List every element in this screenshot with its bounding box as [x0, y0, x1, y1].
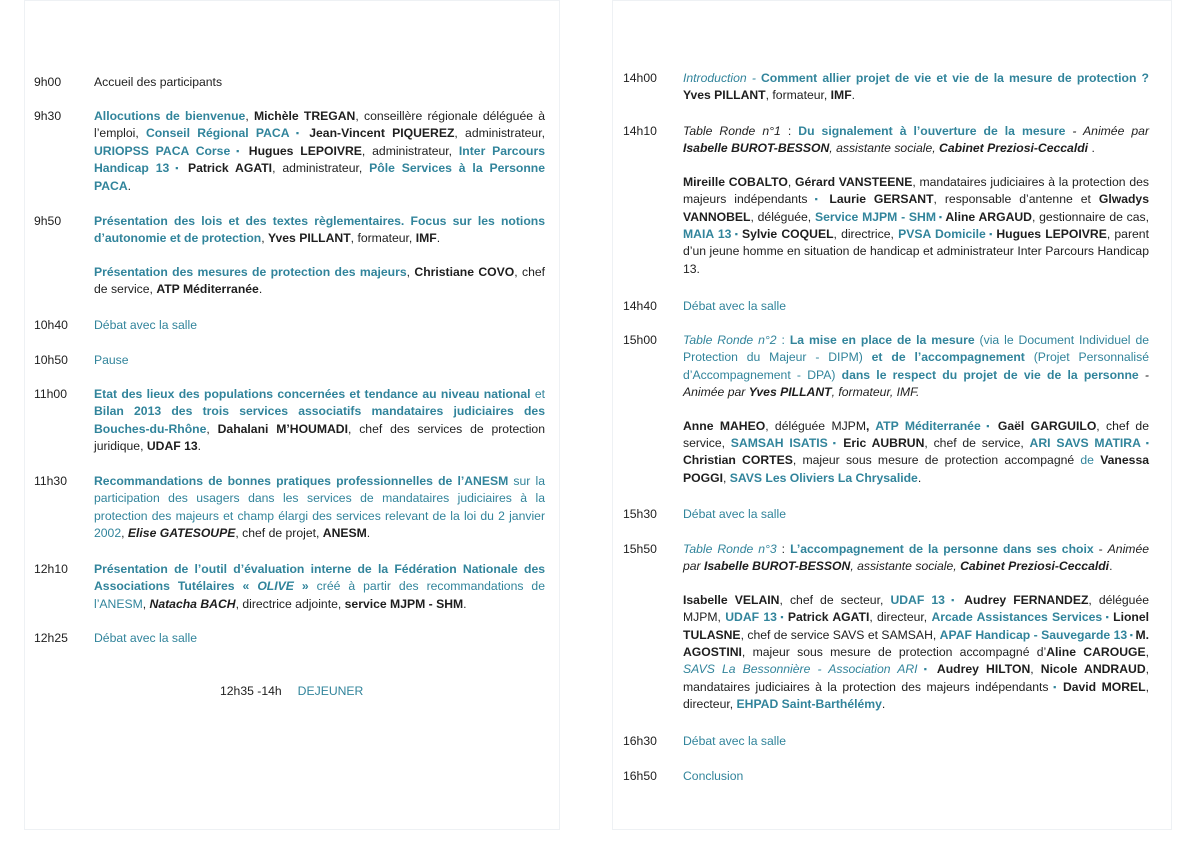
text-run: , déléguée MJPM,: [683, 592, 1150, 625]
text-run: Natacha BACH: [149, 596, 236, 611]
text-run: de: [1080, 453, 1094, 468]
text-run: , chef de service SAVS et SAMSAH,: [740, 627, 940, 642]
text-run: SAVS La Bessonnière - Association ARI: [683, 662, 918, 677]
text-run: , administrateur,: [454, 126, 545, 141]
text-run: , directrice adjointe,: [235, 596, 345, 611]
separator-square-icon: ▪: [289, 128, 310, 139]
entry-description: [94, 352, 545, 369]
entry-description: [683, 298, 1149, 315]
text-run: .: [127, 178, 132, 193]
text-run: APAF Handicap - Sauvegarde 13: [939, 627, 1128, 642]
text-run: ,: [121, 526, 128, 541]
entry-paragraph: [683, 174, 1149, 278]
text-run: Table Ronde n°1: [683, 124, 781, 138]
text-run: SAMSAH ISATIS: [730, 436, 828, 451]
text-run: , assistante sociale,: [829, 141, 940, 156]
separator-square-icon: ▪: [1102, 612, 1114, 623]
text-run: Accueil des participants: [94, 75, 223, 89]
text-run: , directeur,: [683, 679, 1149, 712]
text-run: Yves PILLANT: [748, 385, 832, 400]
text-run: ATP Méditerranée: [875, 418, 981, 433]
lunch-break: [220, 683, 363, 700]
text-run: Débat avec la salle: [94, 318, 197, 332]
text-run: , directrice,: [833, 227, 899, 242]
text-run: .: [258, 282, 263, 297]
time-label: 16h50: [623, 769, 657, 783]
entry-paragraph: [94, 386, 545, 456]
entry-paragraph: [683, 733, 1149, 750]
text-run: Elise GATESOUPE: [127, 526, 236, 541]
text-run: .: [881, 697, 886, 712]
text-run: Michèle TREGAN: [253, 109, 356, 123]
text-run: , administrateur,: [361, 143, 459, 158]
text-run: Aline ARGAUD: [945, 209, 1032, 224]
entry-paragraph: [94, 473, 545, 543]
text-run: OLIVE: [257, 579, 294, 594]
text-run: , chef de service,: [924, 436, 1030, 451]
text-run: et: [530, 387, 545, 401]
time-label: 12h25: [34, 631, 68, 645]
text-run: Pause: [94, 353, 129, 367]
text-run: -: [1093, 542, 1108, 556]
text-run: , administrateur,: [272, 161, 370, 176]
time-label: 11h00: [34, 387, 67, 401]
text-run: EHPAD Saint-Barthélémy: [736, 697, 882, 712]
text-run: Anne MAHEO: [683, 418, 766, 433]
text-run: Gaël GARGUILO: [997, 418, 1097, 433]
text-run: , déléguée,: [750, 209, 815, 224]
text-run: , parent d’un jeune homme en situation de handicap et administrateur Inter Parcours Handicap 13.: [683, 227, 1149, 276]
text-run: .: [436, 231, 441, 246]
entry-paragraph: [94, 317, 545, 334]
entry-description: [94, 473, 545, 543]
text-run: - Animée par: [683, 367, 1149, 400]
text-run: IMF: [830, 88, 852, 103]
text-run: Audrey FERNANDEZ: [964, 592, 1089, 607]
text-run: , chef de service,: [94, 264, 546, 297]
text-run: , formateur,: [350, 231, 416, 246]
text-run: Eric AUBRUN: [843, 436, 925, 451]
text-run: Table Ronde n°3: [683, 542, 777, 556]
text-run: Présentation des mesures de protection des majeurs: [94, 264, 407, 279]
text-run: Service MJPM - SHM: [814, 209, 937, 224]
text-run: , responsable d’antenne et: [933, 192, 1099, 207]
entry-paragraph: [683, 592, 1149, 714]
text-run: , formateur, IMF.: [831, 385, 920, 400]
text-run: Patrick AGATI: [787, 610, 870, 625]
text-run: UDAF 13: [146, 439, 198, 454]
text-run: Dahalani M’HOUMADI: [217, 421, 348, 436]
entry-paragraph: [94, 108, 545, 195]
separator-square-icon: ▪: [917, 664, 937, 675]
entry-paragraph: [94, 561, 545, 613]
text-run: ,: [787, 174, 796, 189]
text-run: ,: [206, 421, 218, 436]
text-run: Conclusion: [683, 769, 744, 783]
separator-square-icon: ▪: [827, 438, 844, 449]
text-run: UDAF 13: [725, 610, 777, 625]
text-run: , directeur,: [869, 610, 932, 625]
text-run: Isabelle VELAIN: [683, 592, 780, 607]
entry-description: [683, 123, 1149, 278]
separator-square-icon: ▪: [985, 229, 997, 240]
entry-paragraph: [94, 264, 545, 299]
text-run: .: [1088, 141, 1095, 156]
text-run: IMF: [415, 231, 437, 246]
text-run: »: [293, 579, 309, 594]
text-run: , chef des services de protection juridique,: [94, 421, 545, 454]
text-run: Sylvie COQUEL: [741, 227, 834, 242]
time-label: 14h10: [623, 124, 657, 138]
entry-description: [683, 733, 1149, 750]
text-run: , chef de service,: [683, 418, 1149, 451]
time-label: 15h50: [623, 542, 657, 556]
text-run: .: [366, 526, 371, 541]
text-run: Glwadys VANNOBEL: [683, 192, 1149, 224]
text-run: (Projet Personnalisé d’Accompagnement - DPA): [683, 350, 1149, 382]
text-run: ,: [1030, 662, 1041, 677]
text-run: Table Ronde n°2: [683, 333, 777, 347]
text-run: PVSA Domicile: [898, 227, 986, 242]
text-run: Débat avec la salle: [683, 734, 786, 748]
entry-paragraph: [683, 298, 1149, 315]
text-run: , déléguée MJPM: [765, 418, 866, 433]
text-run: .: [197, 439, 202, 454]
text-run: Cabinet Preziosi-Ceccaldi: [960, 559, 1110, 574]
text-run: Conseil Régional PACA: [145, 126, 290, 141]
text-run: Allocutions de bienvenue: [94, 109, 246, 123]
text-run: Hugues LEPOIVRE: [996, 227, 1107, 242]
time-label: 9h30: [34, 109, 62, 123]
text-run: :: [780, 124, 799, 138]
entry-paragraph: [683, 541, 1149, 576]
separator-square-icon: ▪: [936, 211, 946, 222]
text-run: , chef de secteur,: [779, 592, 891, 607]
text-run: SAVS Les Oliviers La Chrysalide: [729, 470, 918, 485]
entry-description: [94, 108, 545, 195]
text-run: UDAF 13: [890, 592, 945, 607]
time-label: 16h30: [623, 734, 657, 748]
text-run: Présentation des lois et des textes règlementaires. Focus sur les notions d’autonomie et de protection: [94, 214, 545, 246]
text-run: Inter Parcours Handicap 13: [94, 143, 545, 176]
time-label: 10h40: [34, 318, 68, 332]
separator-square-icon: ▪: [230, 145, 249, 156]
separator-square-icon: ▪: [1127, 629, 1136, 640]
text-run: , chef de projet,: [235, 526, 323, 541]
text-run: Gérard VANSTEENE: [795, 174, 913, 189]
time-label: 10h50: [34, 353, 68, 367]
text-run: Isabelle BUROT-BESSON: [683, 141, 830, 156]
separator-square-icon: ▪: [1048, 681, 1063, 692]
entry-description: [683, 332, 1149, 487]
text-run: créé à partir des recommandations de l’ANESM: [94, 579, 545, 611]
entry-paragraph: [683, 506, 1149, 523]
text-run: MAIA 13: [683, 227, 732, 242]
entry-paragraph: [683, 123, 1149, 158]
text-run: ,: [722, 470, 730, 485]
text-run: Laurie GERSANT: [829, 192, 934, 207]
text-run: David MOREL: [1062, 679, 1146, 694]
text-run: service MJPM - SHM: [344, 596, 464, 611]
text-run: Présentation de l’outil d’évaluation interne de la Fédération Nationale des Associations Tutélaires «: [94, 562, 545, 594]
entry-description: [94, 74, 545, 91]
time-label: 9h50: [34, 214, 62, 228]
text-run: Mireille COBALTO: [683, 174, 788, 189]
separator-square-icon: ▪: [169, 163, 188, 174]
text-run: :: [776, 542, 791, 556]
text-run: M. AGOSTINI: [683, 627, 1149, 660]
separator-square-icon: ▪: [1140, 438, 1149, 449]
text-run: ANESM: [322, 526, 367, 541]
lunch-time: 12h35 -14h: [220, 684, 282, 698]
text-run: , majeur sous mesure de protection accompagné: [792, 453, 1081, 468]
separator-square-icon: ▪: [731, 229, 742, 240]
text-run: Jean-Vincent PIQUEREZ: [309, 126, 455, 141]
text-run: Etat des lieux des populations concernées et tendance au niveau national: [94, 387, 531, 401]
text-run: , formateur,: [765, 88, 831, 103]
text-run: , mandataires judiciaires à la protection des majeurs indépendants: [683, 662, 1150, 694]
text-run: URIOPSS PACA Corse: [94, 143, 231, 158]
separator-square-icon: ▪: [776, 612, 788, 623]
text-run: :: [776, 333, 790, 347]
time-label: 9h00: [34, 75, 62, 89]
text-run: .: [1109, 559, 1113, 574]
text-run: Introduction -: [683, 71, 761, 85]
text-run: (via le Document Individuel de Protection du Majeur - DIPM): [683, 333, 1150, 365]
time-label: 15h00: [623, 333, 657, 347]
time-label: 14h00: [623, 71, 657, 85]
text-run: Animée par: [683, 542, 1149, 574]
text-run: Comment allier projet de vie et vie de la mesure de protection ?: [761, 71, 1149, 85]
text-run: Isabelle BUROT-BESSON: [704, 559, 851, 574]
text-run: Christian CORTES: [683, 453, 793, 468]
entry-description: [683, 70, 1149, 105]
text-run: Pôle Services à la Personne PACA: [94, 161, 546, 193]
lunch-label: DEJEUNER: [297, 684, 364, 698]
text-run: Bilan 2013 des trois services associatifs mandataires judiciaires des Bouches-du-Rhône: [94, 404, 545, 436]
text-run: .: [851, 88, 856, 103]
entry-description: [683, 768, 1149, 785]
entry-description: [94, 561, 545, 613]
entry-paragraph: [94, 352, 545, 369]
text-run: .: [463, 596, 467, 611]
text-run: L’accompagnement de la personne dans ses choix: [790, 542, 1094, 556]
text-run: Yves PILLANT: [268, 231, 351, 246]
text-run: sur la participation des usagers dans les services de mandataires judiciaires à la protection des majeurs et champ élargi des services relevant de la loi du 2 janvier 2002: [94, 474, 545, 541]
text-run: ,: [406, 264, 415, 279]
text-run: Hugues LEPOIVRE: [248, 143, 362, 158]
text-run: ,: [865, 418, 876, 433]
text-run: , mandataires judiciaires à la protection des majeurs indépendants: [683, 174, 1149, 207]
text-run: Audrey HILTON: [936, 662, 1031, 677]
text-run: , conseillère régionale déléguée à l’emploi,: [94, 109, 546, 141]
entry-description: [683, 541, 1149, 714]
text-run: Nicole ANDRAUD: [1040, 662, 1146, 677]
text-run: ARI SAVS MATIRA: [1029, 436, 1141, 451]
text-run: Yves PILLANT: [683, 88, 766, 103]
text-run: Christiane COVO: [414, 264, 515, 279]
entry-description: [683, 506, 1149, 523]
entry-paragraph: [683, 418, 1149, 488]
text-run: ,: [261, 231, 269, 246]
entry-paragraph: [94, 213, 545, 248]
text-run: Débat avec la salle: [94, 631, 197, 645]
entry-paragraph: [94, 630, 545, 647]
text-run: dans le respect du projet de vie de la personne: [841, 367, 1139, 382]
text-run: Recommandations de bonnes pratiques professionnelles de l’ANESM: [94, 474, 509, 488]
text-run: Débat avec la salle: [683, 507, 786, 521]
separator-square-icon: ▪: [944, 594, 965, 605]
text-run: Arcade Assistances Services: [931, 610, 1103, 625]
entry-description: [94, 213, 545, 299]
entry-description: [94, 317, 545, 334]
text-run: et de l’accompagnement: [871, 350, 1025, 365]
time-label: 12h10: [34, 562, 68, 576]
text-run: Du signalement à l’ouverture de la mesure: [798, 124, 1066, 138]
text-run: Vanessa POGGI: [683, 453, 1149, 485]
text-run: Lionel TULASNE: [683, 610, 1150, 642]
text-run: Aline CAROUGE: [1046, 645, 1146, 660]
text-run: , gestionnaire de cas,: [1031, 209, 1149, 224]
text-run: .: [917, 470, 922, 485]
text-run: , majeur sous mesure de protection accompagné d’: [741, 645, 1047, 660]
entry-paragraph: [94, 74, 545, 91]
text-run: - Animée par: [1065, 124, 1150, 138]
entry-paragraph: [683, 70, 1149, 105]
time-label: 14h40: [623, 299, 657, 313]
text-run: ,: [245, 109, 254, 123]
entry-paragraph: [683, 332, 1149, 402]
separator-square-icon: ▪: [807, 194, 830, 205]
time-label: 11h30: [34, 474, 67, 488]
entry-description: [94, 386, 545, 456]
entry-paragraph: [683, 768, 1149, 785]
time-label: 15h30: [623, 507, 657, 521]
text-run: Patrick AGATI: [187, 161, 273, 176]
text-run: ATP Méditerranée: [156, 282, 259, 297]
text-run: Débat avec la salle: [683, 299, 786, 313]
text-run: ,: [1145, 645, 1149, 660]
text-run: Cabinet Preziosi-Ceccaldi: [939, 141, 1089, 156]
separator-square-icon: ▪: [980, 420, 998, 431]
text-run: ,: [142, 596, 150, 611]
entry-description: [94, 630, 545, 647]
text-run: La mise en place de la mesure: [789, 333, 975, 347]
text-run: , assistante sociale,: [850, 559, 961, 574]
